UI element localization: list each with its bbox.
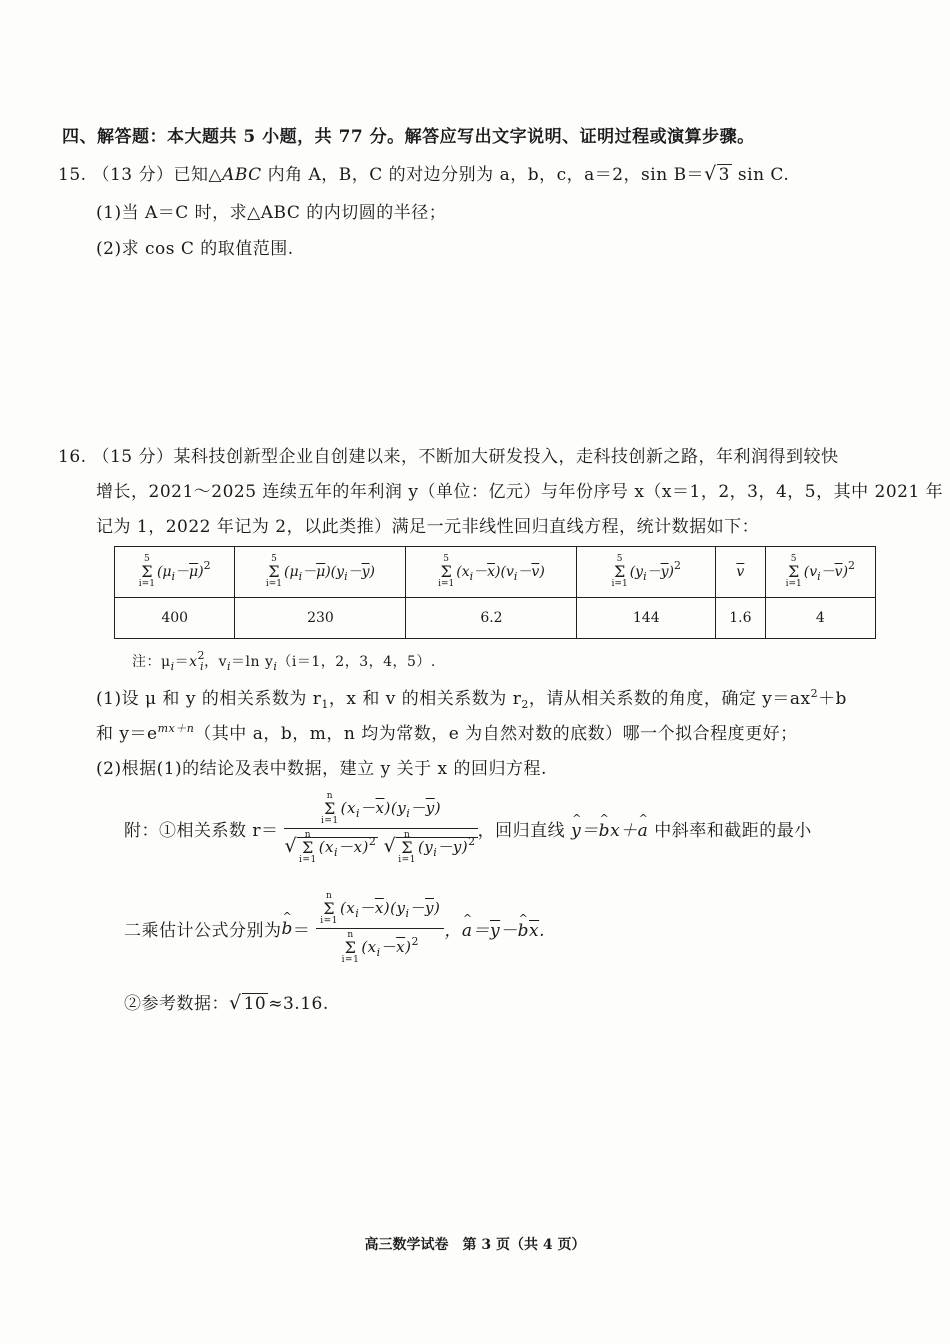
q15-stem [58,160,789,185]
table-header-cell: 5 Σ i=1 $(y_i-\overline{y})^2$ [577,547,716,598]
table-header-cell: 5 Σ i=1 $(\mu_i-\overline{\mu})(y_i-\overline{y})$ [235,547,406,598]
q16-stem-line2: 增长，2021～2025 连续五年的年利润 y（单位：亿元）与年份序号 x（x＝1，2，3，4，5，其中 2021 年 [96,482,944,502]
q15-score: （13 分） [92,165,174,185]
table-note: 注：$\mu_i=x^2_i$，$v_i=\ln$ $y_i(i=1$，2，3，4，5）. [132,649,436,673]
table-header-cell: 5 Σ i=1 $(\mu_i-\overline{\mu})^2$ [115,547,235,598]
q15-stem-b: ABC [222,165,262,185]
table-cell: 230 [235,598,406,639]
q15-number: 15. [58,165,87,185]
q15-stem-d: sin C. [732,165,790,185]
sqrt-symbol: √ [704,163,717,185]
table-header-cell: 5 Σ i=1 $(v_i-\overline{v})^2$ [765,547,875,598]
section-heading: 四、解答题：本大题共 5 小题，共 77 分。解答应写出文字说明、证明过程或演算步骤。 [62,127,755,147]
appendix-reference: ②参考数据：√ 10 ≈3.16. [124,992,329,1014]
table-cell: 144 [577,598,716,639]
table-header-cell: $\overline{v}$ [716,547,766,598]
appendix-correlation: 附：①相关系数 r＝ n Σ i=1 $(x_i-\overline{x})(y_i-\overline{y})$ √ n Σ i=1 $(x_i-\overline{x})^2$ √ n Σ i=1 $(y_i-\overline{y})^2$ ，回归直线 y ^＝b ^x＋a ^ 中斜率和截距的最小 [124,792,812,865]
appendix-least-squares: 二乘估计公式分别为b ^＝ n Σ i=1 $(x_i-\overline{x})(y_i-\overline{y})$ n Σ i=1 $(x_i-\overline{x})^2$ ，a $\^{}=\overline{y}-b$ $\^{}\overline{x}$. [124,892,545,965]
q16-number: 16. [58,447,87,467]
q15-stem-a: 已知△ [173,165,223,185]
table-header-cell: 5 Σ i=1 $(x_i-\overline{x})(v_i-\overline{v})$ [406,547,577,598]
table-cell: 6.2 [406,598,577,639]
q15-stem-root: 3 [718,165,730,185]
q16-part1-line1: (1)设 μ 和 y 的相关系数为 $r_1$，x 和 v 的相关系数为 $r_2$，请从相关系数的角度，确定 $y=ax^2+b$ [96,687,847,711]
q15-part2: (2)求 cos C 的取值范围. [96,239,294,259]
table-cell: 400 [115,598,235,639]
q16-stem-line3: 记为 1，2022 年记为 2，以此类推）满足一元非线性回归直线方程，统计数据如下： [96,517,760,537]
q16-part1-line2: 和 $y=e^{mx+n}$（其中 a，b，m，n 均为常数，e 为自然对数的底数）哪一个拟合程度更好； [96,722,798,744]
q16-stem-line1 [58,442,839,467]
q15-part1: (1)当 A＝C 时，求△ABC 的内切圆的半径； [96,203,447,223]
q15-stem-c: 内角 A，B，C 的对边分别为 a，b，c，a＝2，sin B＝ [261,165,705,185]
table-header-row [115,547,876,598]
page-footer: 高三数学试卷 第 3 页（共 4 页） [364,1237,586,1253]
slope-formula: n Σ i=1 $(x_i-\overline{x})(y_i-\overline{y})$ n Σ i=1 $(x_i-\overline{x})^2$ [316,892,444,965]
q16-stem-text1: （15 分）某科技创新型企业自创建以来，不断加大研发投入，走科技创新之路，年利润得到较快 [92,447,839,467]
q16-part2: (2)根据(1)的结论及表中数据，建立 y 关于 x 的回归方程. [96,759,547,779]
statistics-table [114,546,876,639]
table-row [115,598,876,639]
correlation-formula: n Σ i=1 $(x_i-\overline{x})(y_i-\overline{y})$ √ n Σ i=1 $(x_i-\overline{x})^2$ √ n Σ i=1 $(y_i-\overline{y})^2$ [284,791,476,865]
table-cell: 1.6 [716,598,766,639]
table-cell: 4 [765,598,875,639]
